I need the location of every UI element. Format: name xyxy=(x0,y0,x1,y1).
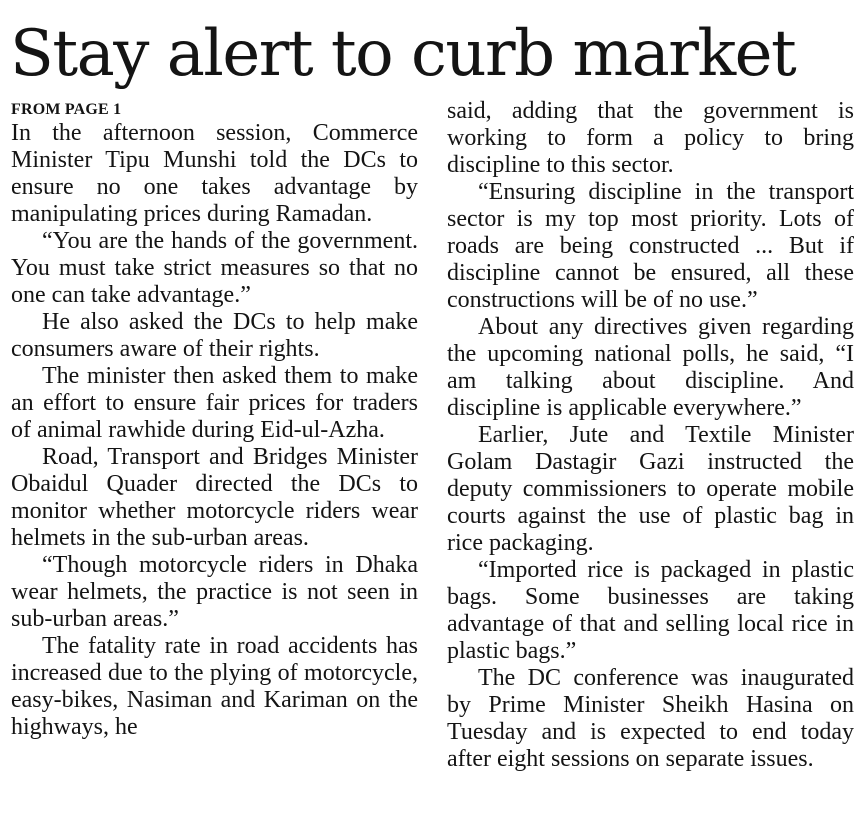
paragraph: Earlier, Jute and Textile Minister Golam Dastagir Gazi instructed the deputy commissioners to operate mobile courts against the use of plastic bag in rice packaging. xyxy=(447,422,854,556)
paragraph: The fatality rate in road accidents has increased due to the plying of motorcycle, easy-bikes, Nasiman and Kariman on the highways, he xyxy=(11,633,418,740)
paragraph: Road, Transport and Bridges Minister Obaidul Quader directed the DCs to monitor whether motorcycle riders wear helmets in the sub-urban areas. xyxy=(11,444,418,551)
headline: Stay alert to curb market xyxy=(10,17,796,91)
article-column-right xyxy=(447,98,854,773)
paragraph: “Imported rice is packaged in plastic bags. Some businesses are taking advantage of that and selling local rice in plastic bags.” xyxy=(447,557,854,664)
paragraph: “Though motorcycle riders in Dhaka wear helmets, the practice is not seen in sub-urban areas.” xyxy=(11,552,418,632)
paragraph: The DC conference was inaugurated by Prime Minister Sheikh Hasina on Tuesday and is expected to end today after eight sessions on separate issues. xyxy=(447,665,854,772)
paragraph: The minister then asked them to make an effort to ensure fair prices for traders of animal rawhide during Eid-ul-Azha. xyxy=(11,363,418,443)
paragraph: “Ensuring discipline in the transport sector is my top most priority. Lots of roads are being constructed ... But if discipline cannot be ensured, all these constructions will be of no use.” xyxy=(447,179,854,313)
paragraph: He also asked the DCs to help make consumers aware of their rights. xyxy=(11,309,418,362)
paragraph: In the afternoon session, Commerce Minister Tipu Munshi told the DCs to ensure no one takes advantage by manipulating prices during Ramadan. xyxy=(11,120,418,227)
paragraph: said, adding that the government is working to form a policy to bring discipline to this sector. xyxy=(447,98,854,178)
paragraph: “You are the hands of the government. You must take strict measures so that no one can take advantage.” xyxy=(11,228,418,308)
continuation-kicker: FROM PAGE 1 xyxy=(11,101,122,118)
paragraph: About any directives given regarding the upcoming national polls, he said, “I am talking about discipline. And discipline is applicable everywhere.” xyxy=(447,314,854,421)
article-column-left xyxy=(11,100,418,741)
